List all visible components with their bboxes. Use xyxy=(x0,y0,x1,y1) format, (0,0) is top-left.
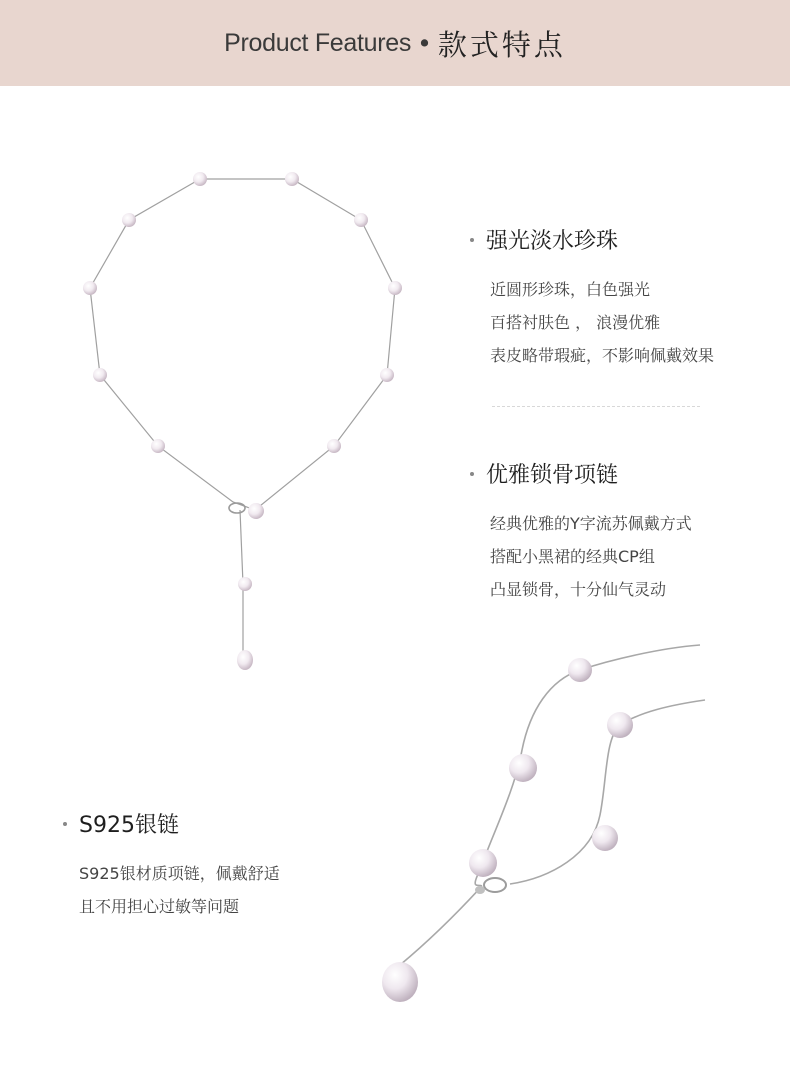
feature-line: 表皮略带瑕疵，不影响佩戴效果 xyxy=(490,346,715,365)
feature-collarbone xyxy=(470,458,692,606)
necklace-closeup-image xyxy=(370,640,710,1010)
feature-pearl xyxy=(470,224,714,372)
section-divider xyxy=(492,406,700,407)
feature-title: 强光淡水珍珠 xyxy=(486,229,619,254)
feature-line: 经典优雅的Y字流苏佩戴方式 xyxy=(490,514,692,533)
feature-silver-chain xyxy=(63,808,280,923)
feature-line: 且不用担心过敏等问题 xyxy=(79,897,240,916)
feature-title: 优雅锁骨项链 xyxy=(486,463,619,488)
header-title-en: Product Features xyxy=(224,28,412,57)
bullet-icon xyxy=(470,238,474,242)
header-banner xyxy=(0,0,790,86)
feature-line: 百搭衬肤色 ， 浪漫优雅 xyxy=(490,313,661,332)
bullet-icon xyxy=(63,822,67,826)
header-title-cn: 款式特点 xyxy=(437,27,566,62)
feature-title: S925银链 xyxy=(79,813,179,838)
header-separator: • xyxy=(417,28,432,58)
feature-line: 凸显锁骨，十分仙气灵动 xyxy=(490,580,667,599)
feature-line: S925银材质项链，佩戴舒适 xyxy=(79,864,280,883)
feature-line: 搭配小黑裙的经典CP组 xyxy=(490,547,655,566)
necklace-full-image xyxy=(75,160,405,680)
bullet-icon xyxy=(470,472,474,476)
feature-line: 近圆形珍珠，白色强光 xyxy=(490,280,651,299)
